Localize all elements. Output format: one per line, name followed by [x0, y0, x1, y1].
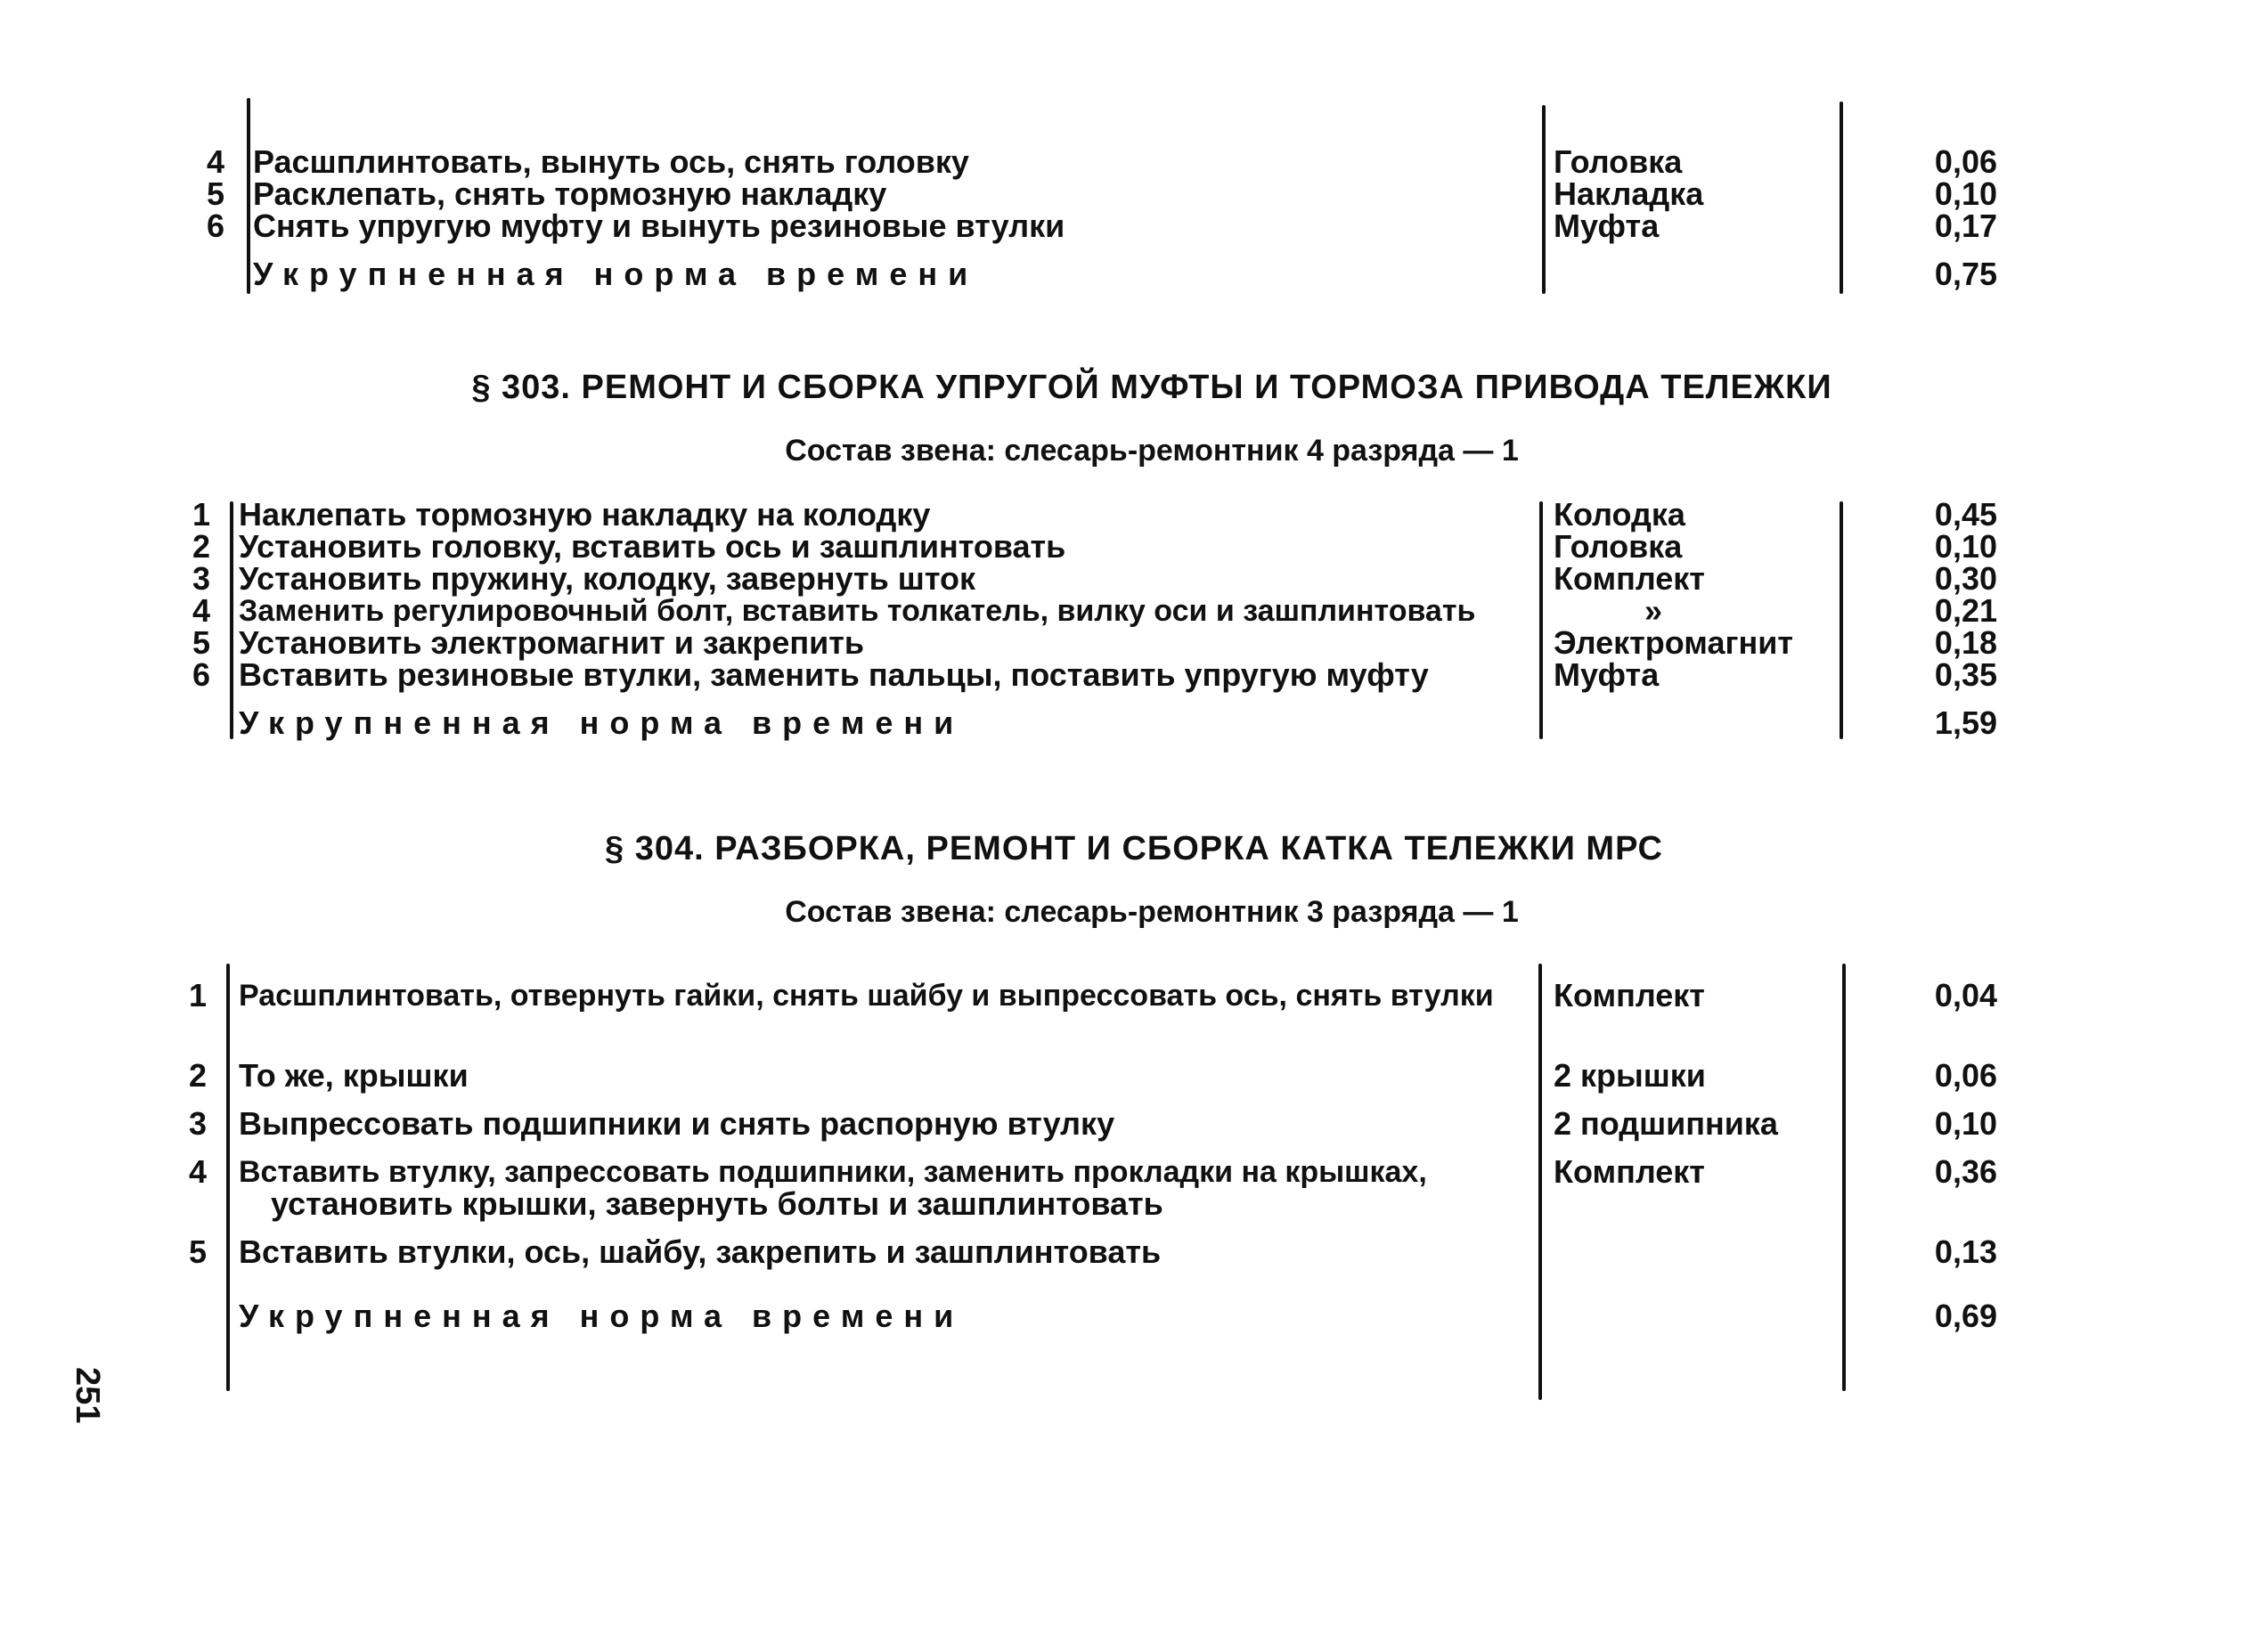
time-value: 0,36: [1934, 1153, 1997, 1190]
row-number: 5: [206, 175, 224, 212]
time-value: 0,10: [1934, 175, 1997, 212]
unit-text: Комплект: [1554, 560, 1705, 597]
time-value: 0,13: [1934, 1233, 1997, 1270]
unit-text: Комплект: [1554, 977, 1705, 1013]
row-number: 1: [192, 496, 210, 533]
time-value: 0,06: [1934, 143, 1997, 180]
section-303-unit-rule: [1539, 501, 1543, 739]
total-value: 0,69: [1934, 1298, 1997, 1334]
unit-text: 2 крышки: [1554, 1057, 1706, 1094]
unit-text: 2 подшипника: [1554, 1105, 1778, 1142]
operation-text-continuation: установить крышки, завернуть болты и зашплинтовать: [271, 1185, 1163, 1222]
crew-composition: Состав звена: слесарь-ремонтник 3 разряда — 1: [785, 895, 1519, 929]
operation-text: Вставить втулки, ось, шайбу, закрепить и зашплинтовать: [239, 1233, 1162, 1270]
section-304-left-rule: [226, 964, 230, 1391]
unit-text: Комплект: [1554, 1153, 1705, 1190]
section-304-value-rule: [1842, 964, 1846, 1391]
operation-text: Расклепать, снять тормозную накладку: [253, 175, 887, 212]
time-value: 0,10: [1934, 1105, 1997, 1142]
section-heading: § 303. РЕМОНТ И СБОРКА УПРУГОЙ МУФТЫ И ТОРМОЗА ПРИВОДА ТЕЛЕЖКИ: [471, 369, 1832, 406]
row-number: 5: [188, 1233, 207, 1270]
operation-text: То же, крышки: [239, 1057, 469, 1094]
row-number: 3: [188, 1105, 207, 1142]
row-number: 2: [188, 1057, 207, 1094]
row-number: 2: [192, 528, 210, 565]
unit-text: Накладка: [1554, 175, 1704, 212]
section-303-left-rule: [230, 501, 233, 739]
total-value: 0,75: [1934, 256, 1997, 292]
time-value: 0,18: [1934, 624, 1997, 661]
row-number: 4: [192, 592, 210, 629]
time-value: 0,04: [1934, 977, 1997, 1013]
operation-text: Установить пружину, колодку, завернуть шток: [239, 560, 975, 597]
operation-text: Установить головку, вставить ось и зашплинтовать: [239, 528, 1066, 565]
time-value: 0,35: [1934, 656, 1997, 693]
section-303-value-rule: [1840, 501, 1843, 739]
unit-text: Головка: [1554, 528, 1683, 565]
unit-text: Муфта: [1554, 656, 1660, 693]
row-number: 6: [192, 656, 210, 693]
operation-text: Снять упругую муфту и вынуть резиновые втулки: [253, 208, 1065, 244]
row-number: 1: [188, 977, 207, 1013]
time-value: 0,30: [1934, 560, 1997, 597]
operation-text: Вставить втулку, запрессовать подшипники, заменить прокладки на крышках,: [239, 1155, 1427, 1189]
time-value: 0,10: [1934, 528, 1997, 565]
total-label: Укрупненная норма времени: [239, 704, 965, 741]
crew-composition: Состав звена: слесарь-ремонтник 4 разряда — 1: [785, 434, 1519, 468]
unit-text: Муфта: [1554, 208, 1660, 244]
section-heading: § 304. РАЗБОРКА, РЕМОНТ И СБОРКА КАТКА ТЕЛЕЖКИ МРС: [605, 830, 1663, 867]
page-number: 251: [69, 1367, 106, 1424]
row-number: 4: [206, 143, 224, 180]
top-table-unit-rule: [1542, 105, 1546, 294]
operation-text: Вставить резиновые втулки, заменить пальцы, поставить упругую муфту: [239, 656, 1429, 693]
top-table-left-rule: [247, 98, 250, 294]
section-304-unit-rule: [1538, 964, 1542, 1400]
time-value: 0,06: [1934, 1057, 1997, 1094]
time-value: 0,21: [1934, 592, 1997, 629]
operation-text: Наклепать тормозную накладку на колодку: [239, 496, 931, 533]
total-label: Укрупненная норма времени: [239, 1298, 965, 1334]
time-value: 0,45: [1934, 496, 1997, 533]
total-label: Укрупненная норма времени: [253, 256, 979, 292]
unit-text: Колодка: [1554, 496, 1685, 533]
operation-text: Расшплинтовать, вынуть ось, снять головку: [253, 143, 969, 180]
top-table-value-rule: [1840, 102, 1843, 294]
row-number: 6: [206, 208, 224, 244]
row-number: 4: [188, 1153, 207, 1190]
operation-text: Выпрессовать подшипники и снять распорную втулку: [239, 1105, 1115, 1142]
time-value: 0,17: [1934, 208, 1997, 244]
operation-text: Заменить регулировочный болт, вставить толкатель, вилку оси и зашплинтовать: [239, 594, 1476, 628]
ditto-mark: »: [1644, 592, 1663, 629]
unit-text: Головка: [1554, 143, 1683, 180]
operation-text: Расшплинтовать, отвернуть гайки, снять шайбу и выпрессовать ось, снять втулки: [239, 979, 1494, 1013]
row-number: 5: [192, 624, 210, 661]
unit-text: Электромагнит: [1554, 624, 1793, 661]
total-value: 1,59: [1934, 704, 1997, 741]
row-number: 3: [192, 560, 210, 597]
operation-text: Установить электромагнит и закрепить: [239, 624, 865, 661]
